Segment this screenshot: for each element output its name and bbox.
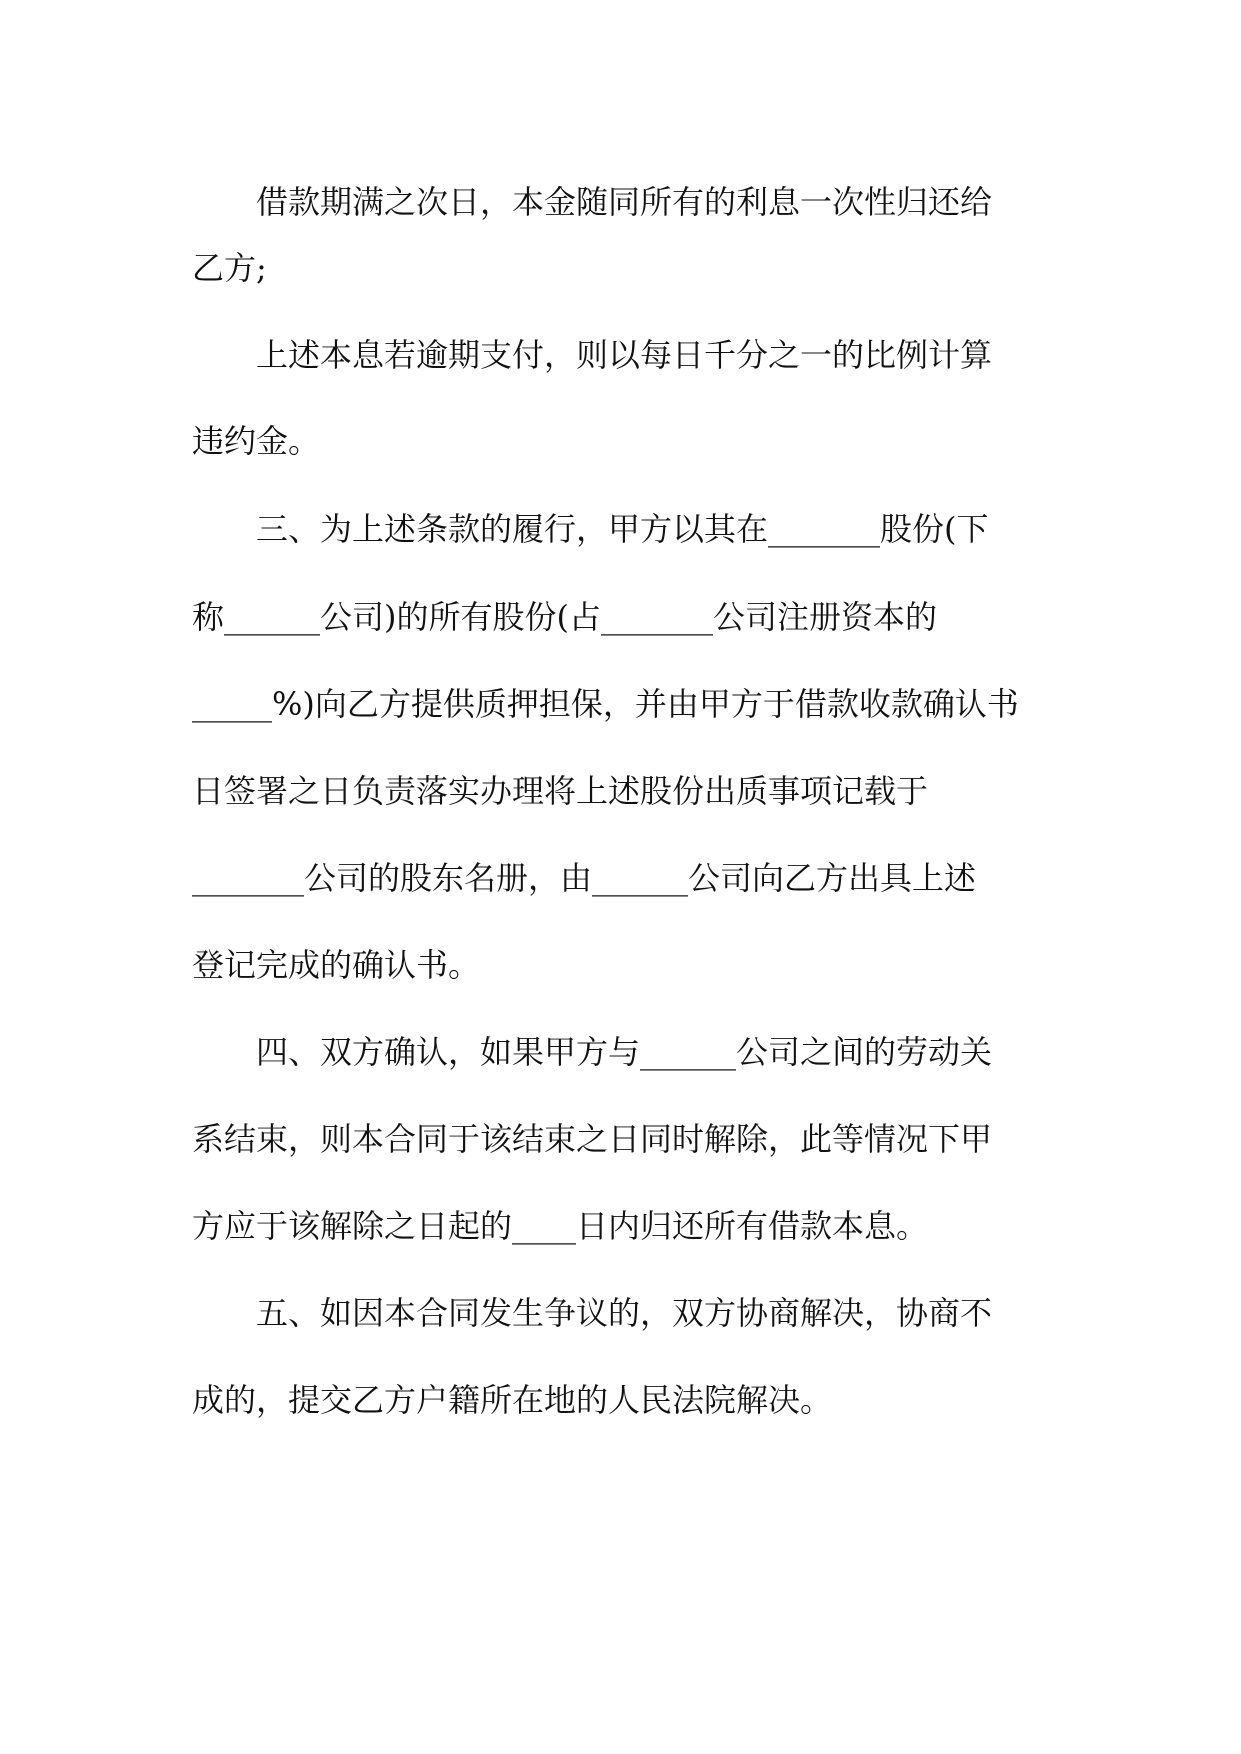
paragraph-line: 称______公司)的所有股份(占_______公司注册资本的 [192, 598, 937, 636]
paragraph-line: 五、如因本合同发生争议的，双方协商解决，协商不 [256, 1294, 993, 1332]
paragraph-line: 登记完成的确认书。 [192, 946, 481, 984]
paragraph-line: 成的，提交乙方户籍所在地的人民法院解决。 [192, 1381, 833, 1419]
paragraph-line: 违约金。 [192, 422, 321, 460]
paragraph-line: 日签署之日负责落实办理将上述股份出质事项记载于 [192, 772, 929, 810]
paragraph-line: _______公司的股东名册，由______公司向乙方出具上述 [192, 859, 977, 897]
paragraph-line: _____%)向乙方提供质押担保，并由甲方于借款收款确认书 [192, 685, 1019, 723]
paragraph-line: 四、双方确认，如果甲方与______公司之间的劳动关 [256, 1033, 993, 1071]
paragraph-line: 方应于该解除之日起的____日内归还所有借款本息。 [192, 1207, 929, 1245]
paragraph-line: 乙方; [192, 249, 267, 287]
paragraph-line: 三、为上述条款的履行，甲方以其在_______股份(下 [256, 510, 989, 548]
paragraph-line: 借款期满之次日，本金随同所有的利息一次性归还给 [256, 183, 993, 221]
paragraph-line: 上述本息若逾期支付，则以每日千分之一的比例计算 [256, 336, 993, 374]
paragraph-line: 系结束，则本合同于该结束之日同时解除，此等情况下甲 [192, 1120, 993, 1158]
